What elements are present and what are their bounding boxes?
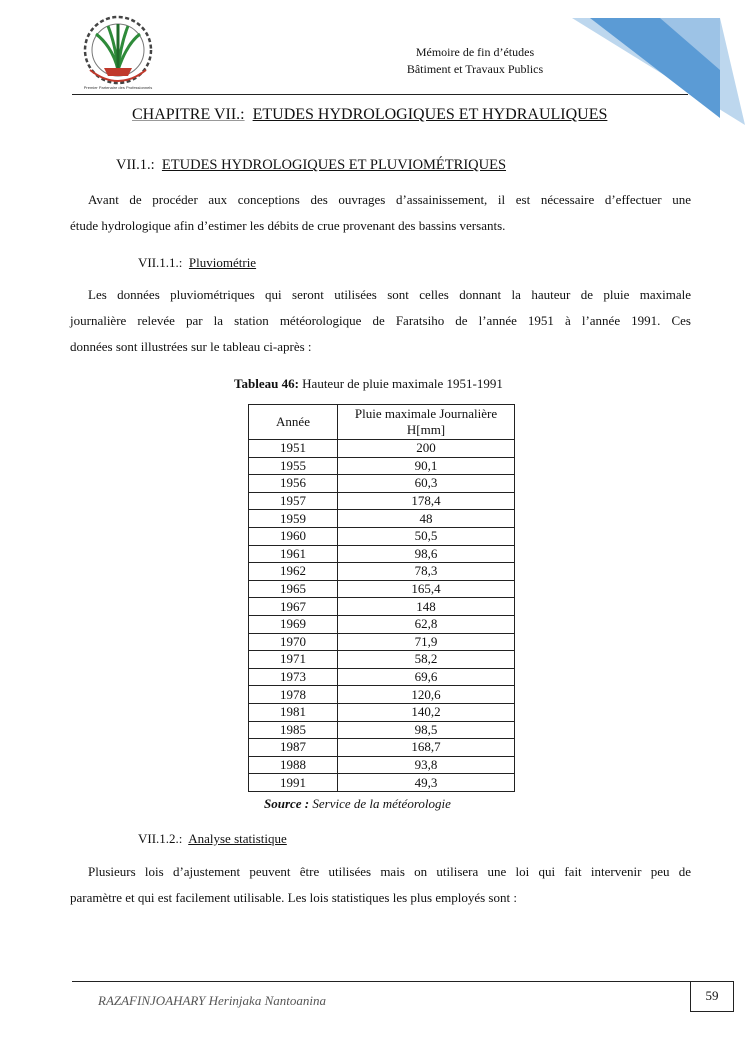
cell-rainfall: 168,7	[338, 739, 515, 757]
subsection-heading-analyse	[138, 831, 287, 847]
column-header-rainfall: Pluie maximale Journalière H[mm]	[338, 405, 515, 440]
header-line-2: Bâtiment et Travaux Publics	[406, 62, 544, 76]
source-text: Service de la météorologie	[309, 796, 451, 811]
statistique-paragraph	[70, 859, 691, 911]
table-row	[249, 651, 515, 669]
cell-year: 1965	[249, 580, 338, 598]
table-caption	[234, 376, 503, 392]
cell-rainfall: 48	[338, 510, 515, 528]
header-line-1: Mémoire de fin d’études	[415, 45, 535, 59]
cell-rainfall: 178,4	[338, 492, 515, 510]
cell-rainfall: 50,5	[338, 527, 515, 545]
cell-rainfall: 93,8	[338, 756, 515, 774]
cell-year: 1951	[249, 440, 338, 458]
chapter-number: CHAPITRE VII.:	[132, 106, 245, 123]
table-header-row	[249, 405, 515, 440]
subsection-number: VII.1.2.:	[138, 831, 183, 846]
table-row	[249, 615, 515, 633]
pluviometrie-paragraph	[70, 282, 691, 360]
section-number: VII.1.:	[116, 157, 155, 173]
cell-rainfall: 200	[338, 440, 515, 458]
table-row	[249, 475, 515, 493]
paragraph-line: Plusieurs lois d’ajustement peuvent être utilisées mais on utilisera une loi qui fait intervenir peu de	[88, 864, 691, 879]
table-row	[249, 527, 515, 545]
column-header-year: Année	[249, 405, 338, 440]
table-row	[249, 563, 515, 581]
cell-year: 1978	[249, 686, 338, 704]
cell-year: 1959	[249, 510, 338, 528]
cell-year: 1955	[249, 457, 338, 475]
table-caption-text: Hauteur de pluie maximale 1951-1991	[298, 376, 503, 391]
cell-rainfall: 90,1	[338, 457, 515, 475]
cell-rainfall: 148	[338, 598, 515, 616]
cell-rainfall: 69,6	[338, 668, 515, 686]
cell-year: 1971	[249, 651, 338, 669]
cell-rainfall: 140,2	[338, 703, 515, 721]
page-number: 59	[690, 981, 734, 1012]
cell-rainfall: 120,6	[338, 686, 515, 704]
chapter-heading	[132, 106, 607, 124]
table-row	[249, 633, 515, 651]
cell-year: 1988	[249, 756, 338, 774]
cell-rainfall: 78,3	[338, 563, 515, 581]
cell-year: 1981	[249, 703, 338, 721]
table-row	[249, 440, 515, 458]
cell-rainfall: 98,6	[338, 545, 515, 563]
table-body	[249, 440, 515, 792]
table-row	[249, 598, 515, 616]
subsection-title: Analyse statistique	[188, 831, 287, 846]
cell-rainfall: 165,4	[338, 580, 515, 598]
table-row	[249, 756, 515, 774]
rainfall-table	[248, 404, 515, 792]
logo-caption: Premier Partenaire des Professionnels	[83, 85, 153, 90]
cell-year: 1969	[249, 615, 338, 633]
cell-year: 1985	[249, 721, 338, 739]
intro-paragraph	[70, 187, 691, 239]
table-row	[249, 739, 515, 757]
paragraph-line: étude hydrologique afin d’estimer les débits de crue provenant des bassins versants.	[70, 218, 506, 233]
table-row	[249, 668, 515, 686]
cell-rainfall: 60,3	[338, 475, 515, 493]
chapter-title: ETUDES HYDROLOGIQUES ET HYDRAULIQUES	[252, 106, 608, 123]
cell-year: 1957	[249, 492, 338, 510]
cell-rainfall: 58,2	[338, 651, 515, 669]
table-row	[249, 510, 515, 528]
cell-rainfall: 98,5	[338, 721, 515, 739]
subsection-title: Pluviométrie	[188, 255, 257, 270]
table-row	[249, 457, 515, 475]
cell-year: 1970	[249, 633, 338, 651]
cell-year: 1962	[249, 563, 338, 581]
footer-rule	[72, 981, 692, 982]
paragraph-line: données sont illustrées sur le tableau ci-après :	[70, 339, 312, 354]
paragraph-line: Avant de procéder aux conceptions des ouvrages d’assainissement, il est nécessaire d’effectuer une	[88, 192, 691, 207]
cell-year: 1991	[249, 774, 338, 792]
table-caption-label: Tableau 46:	[234, 376, 299, 391]
table-row	[249, 580, 515, 598]
paragraph-line: journalière relevée par la station météorologique de Faratsiho de l’année 1951 à l’année 1991. Ces	[70, 313, 691, 328]
cell-year: 1987	[249, 739, 338, 757]
document-header	[360, 44, 590, 78]
paragraph-line: paramètre et qui est facilement utilisable. Les lois statistiques les plus employés sont :	[70, 890, 517, 905]
table-row	[249, 703, 515, 721]
source-label: Source :	[264, 796, 310, 811]
cell-rainfall: 49,3	[338, 774, 515, 792]
cell-year: 1956	[249, 475, 338, 493]
school-logo	[74, 12, 162, 92]
section-title: ETUDES HYDROLOGIQUES ET PLUVIOMÉTRIQUES	[161, 157, 507, 173]
table-source	[264, 796, 451, 812]
cell-year: 1973	[249, 668, 338, 686]
cell-year: 1960	[249, 527, 338, 545]
section-heading	[116, 157, 506, 174]
paragraph-line: Les données pluviométriques qui seront utilisées sont celles donnant la hauteur de pluie maximale	[88, 287, 691, 302]
subsection-heading-pluviometrie	[138, 255, 256, 271]
footer-author: RAZAFINJOAHARY Herinjaka Nantoanina	[98, 993, 326, 1008]
cell-rainfall: 71,9	[338, 633, 515, 651]
header-rule	[72, 94, 688, 95]
table-row	[249, 545, 515, 563]
cell-year: 1961	[249, 545, 338, 563]
table-row	[249, 492, 515, 510]
table-row	[249, 721, 515, 739]
subsection-number: VII.1.1.:	[138, 255, 183, 270]
cell-rainfall: 62,8	[338, 615, 515, 633]
cell-year: 1967	[249, 598, 338, 616]
table-row	[249, 774, 515, 792]
table-row	[249, 686, 515, 704]
